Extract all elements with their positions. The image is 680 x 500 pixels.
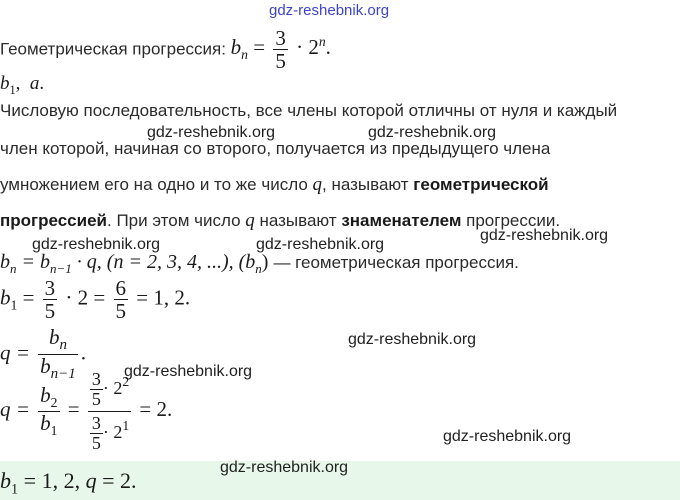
watermark: gdz-reshebnik.org	[124, 363, 253, 380]
watermark: gdz-reshebnik.org	[480, 227, 609, 244]
definition-term: геометрической	[413, 175, 549, 194]
condition-fraction	[273, 27, 288, 72]
definition-line-2: член которой, начиная со второго, получается из предыдущего члена	[0, 139, 551, 158]
q-calc-big-fraction	[88, 370, 131, 453]
calc-b1-lhs: b	[0, 285, 11, 310]
calc-b1-end: = 1, 2.	[136, 285, 191, 310]
definition-line-3	[0, 174, 549, 196]
calc-b1	[0, 277, 190, 322]
watermark: gdz-reshebnik.org	[147, 124, 276, 141]
q-calc-fraction	[38, 384, 59, 438]
q-calc-inner-den-a: 5	[91, 388, 101, 409]
definition-line-4-mid: . При этом число	[107, 211, 246, 230]
q-formula-den: b	[40, 353, 51, 378]
definition-term-2: прогрессией	[0, 211, 107, 230]
answer-rest: = 1, 2,	[18, 468, 86, 493]
find-a: a	[29, 73, 40, 94]
formula-sub-2: n−1	[50, 261, 72, 276]
q-calc-inner-fraction-a	[90, 370, 103, 409]
definition-line-3-mid: , называют	[322, 175, 414, 194]
condition-lhs: b	[230, 35, 242, 60]
condition-rest: · 2	[296, 35, 319, 60]
q-formula-end: .	[80, 340, 87, 365]
answer-b: b	[0, 468, 11, 493]
calc-b1-fraction-1	[43, 277, 58, 322]
definition-q-2: q	[245, 210, 255, 231]
condition-line: Геометрическая прогрессия: $b_n$ = $\frac{3}{5}$ · $2^n$.	[0, 26, 331, 74]
calc-b1-den-1: 5	[44, 299, 56, 324]
answer-end: = 2.	[96, 468, 137, 493]
q-formula-num: b	[48, 325, 60, 349]
condition-label: Геометрическая прогрессия:	[0, 39, 231, 59]
definition-q: q	[312, 174, 322, 195]
definition-denominator-term: знаменателем	[341, 211, 462, 230]
q-formula-den-sub: n−1	[50, 366, 76, 383]
watermark: gdz-reshebnik.org	[443, 428, 572, 445]
q-calc-inner-fraction-b	[90, 414, 103, 453]
watermark: gdz-reshebnik.org	[32, 236, 161, 253]
formula-sub-3: n	[255, 261, 262, 276]
calc-b1-num-2: 6	[115, 276, 127, 300]
find-end: .	[39, 73, 45, 94]
condition-end: .	[325, 35, 331, 60]
condition-den: 5	[275, 49, 286, 74]
find-sub: 1	[9, 82, 16, 97]
watermark-top: gdz-reshebnik.org	[269, 2, 390, 19]
watermark: gdz-reshebnik.org	[368, 124, 497, 141]
answer	[0, 468, 137, 498]
calc-b1-eq: =	[22, 285, 35, 310]
answer-sub: 1	[11, 481, 19, 498]
calc-b1-lhs-sub: 1	[10, 297, 18, 313]
definition-line-1: Числовую последовательность, все члены которой отличны от нуля и каждый	[0, 101, 618, 120]
formula-part-3: · q, (n = 2, 3, 4, ...), (b	[71, 251, 256, 273]
formula-part-4: )	[261, 251, 269, 273]
definition-line-4	[0, 210, 560, 232]
q-calc-num-sub: 2	[50, 395, 58, 411]
q-calc-exp-b: 1	[122, 417, 130, 433]
definition-line-4-mid2: называют	[254, 211, 342, 230]
q-calc-inner-num-a: 3	[91, 369, 101, 389]
q-formula-num-sub: n	[59, 337, 67, 354]
q-calc	[0, 370, 172, 453]
find-sep: ,	[15, 73, 21, 94]
calc-b1-fraction-2	[114, 277, 129, 322]
find-b: b	[0, 73, 10, 94]
q-calc-exp-a: 2	[122, 374, 130, 390]
condition-lhs-sub: n	[241, 47, 248, 63]
formula-part-2: = b	[16, 251, 50, 273]
answer-q: q	[85, 468, 97, 493]
q-calc-den-sub: 1	[50, 422, 58, 438]
watermark: gdz-reshebnik.org	[256, 236, 385, 253]
condition-num: 3	[275, 26, 286, 50]
q-calc-inner-num-b: 3	[91, 412, 101, 433]
definition-line-3-pre: умножением его на одно и то же число	[0, 175, 313, 194]
watermark: gdz-reshebnik.org	[220, 459, 349, 476]
condition-exp: n	[318, 34, 326, 50]
q-calc-inner-pow-b: · 2	[102, 421, 123, 442]
formula-sub-1: n	[10, 261, 17, 276]
calc-b1-mid: · 2 =	[65, 285, 106, 310]
watermark: gdz-reshebnik.org	[348, 331, 477, 348]
q-calc-inner-pow-a: · 2	[102, 378, 123, 399]
q-calc-lhs: q =	[0, 397, 30, 422]
q-calc-inner-den-b: 5	[91, 432, 101, 453]
q-calc-end: = 2.	[139, 397, 173, 422]
formula-tail: — геометрическая прогрессия.	[273, 253, 519, 272]
q-formula-lhs: q =	[0, 340, 30, 365]
definition-line-4-end: прогрессии.	[461, 211, 561, 230]
formula-b: b	[0, 251, 10, 273]
formula-definition	[0, 251, 519, 277]
q-calc-den: b	[40, 410, 51, 435]
find-line	[0, 73, 44, 98]
calc-b1-num-1: 3	[44, 276, 56, 300]
q-calc-num: b	[40, 383, 51, 408]
calc-b1-den-2: 5	[115, 299, 127, 324]
q-calc-eq: =	[67, 397, 80, 422]
